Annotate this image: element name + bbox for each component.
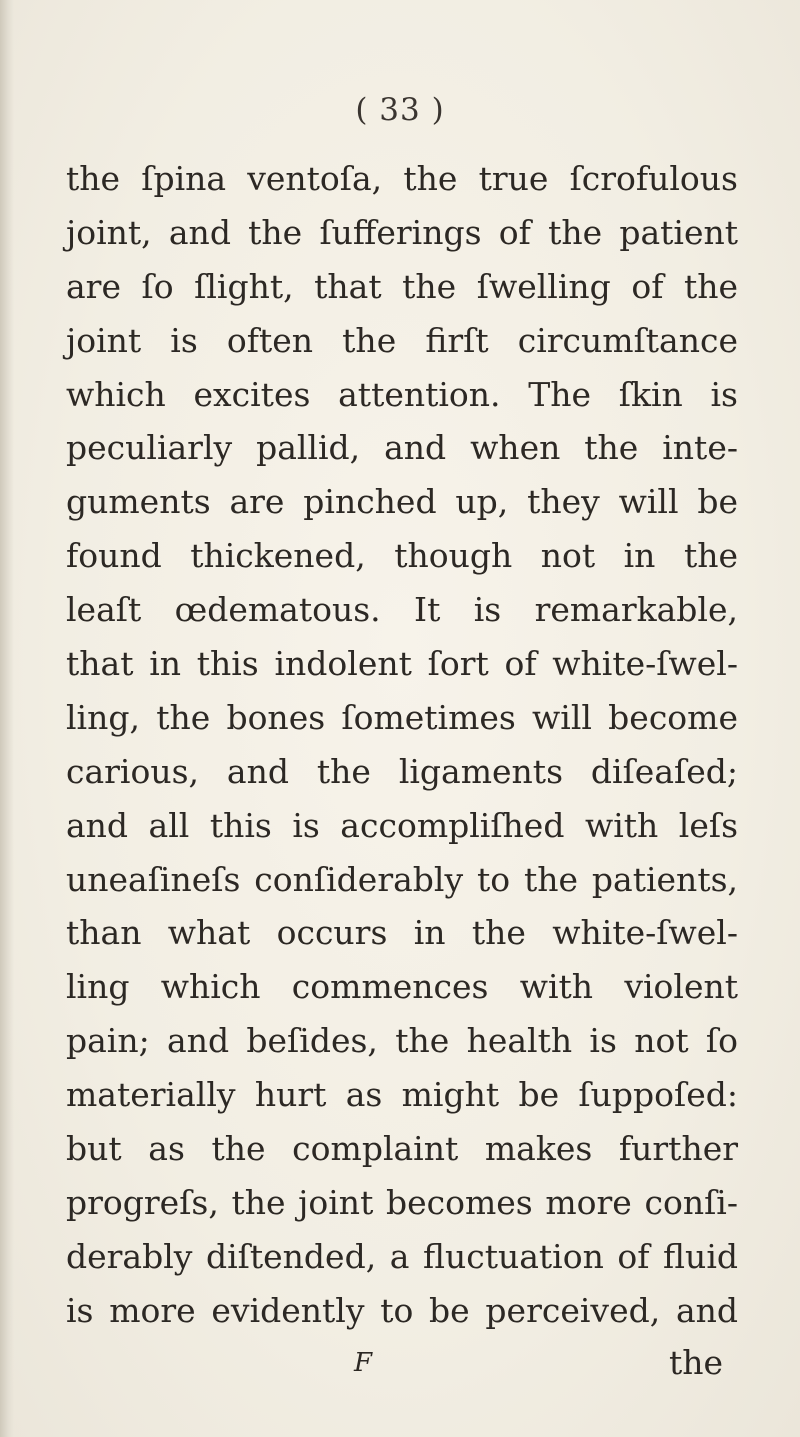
text-line: pain; and beſides, the health is not ſo (66, 1021, 738, 1061)
text-line: that in this indolent ſort of white-ſwel- (66, 644, 738, 684)
text-line: peculiarly pallid, and when the inte- (66, 428, 738, 468)
text-line: joint is often the firſt circumſtance (66, 320, 738, 360)
text-line: guments are pinched up, they will be (66, 482, 738, 522)
body-text (66, 152, 738, 1338)
text-line: uneaſineſs conſiderably to the patients, (66, 859, 738, 899)
text-line: than what occurs in the white-ſwel- (66, 913, 738, 953)
text-line: and all this is accompliſhed with leſs (66, 805, 738, 845)
text-line: ling which commences with violent (66, 967, 738, 1007)
text-line: the ſpina ventoſa, the true ſcrofulous (66, 159, 738, 198)
text-line: are ſo ſlight, that the ſwelling of the (66, 266, 738, 306)
text-line: found thickened, though not in the (66, 536, 738, 576)
page-header: ( 33 ) (355, 92, 445, 128)
text-line: carious, and the ligaments diſeaſed; (66, 751, 738, 791)
text-line: derably diſtended, a fluctuation of fluid (66, 1236, 738, 1276)
binding-edge (0, 0, 14, 1437)
page-footer (0, 1338, 800, 1388)
text-line: progreſs, the joint becomes more conſi- (66, 1182, 738, 1222)
text-line: leaſt œdematous. It is remarkable, (66, 590, 738, 630)
text-line: joint, and the ſufferings of the patient (66, 212, 738, 252)
text-line: materially hurt as might be ſuppoſed: (66, 1075, 738, 1115)
text-line: but as the complaint makes further (66, 1129, 738, 1169)
signature-mark: F (354, 1348, 373, 1378)
catchword: the (669, 1343, 724, 1382)
text-line: is more evidently to be perceived, and (66, 1290, 738, 1330)
text-line: ling, the bones ſometimes will become (66, 697, 738, 737)
text-line: which excites attention. The ſkin is (66, 374, 738, 414)
